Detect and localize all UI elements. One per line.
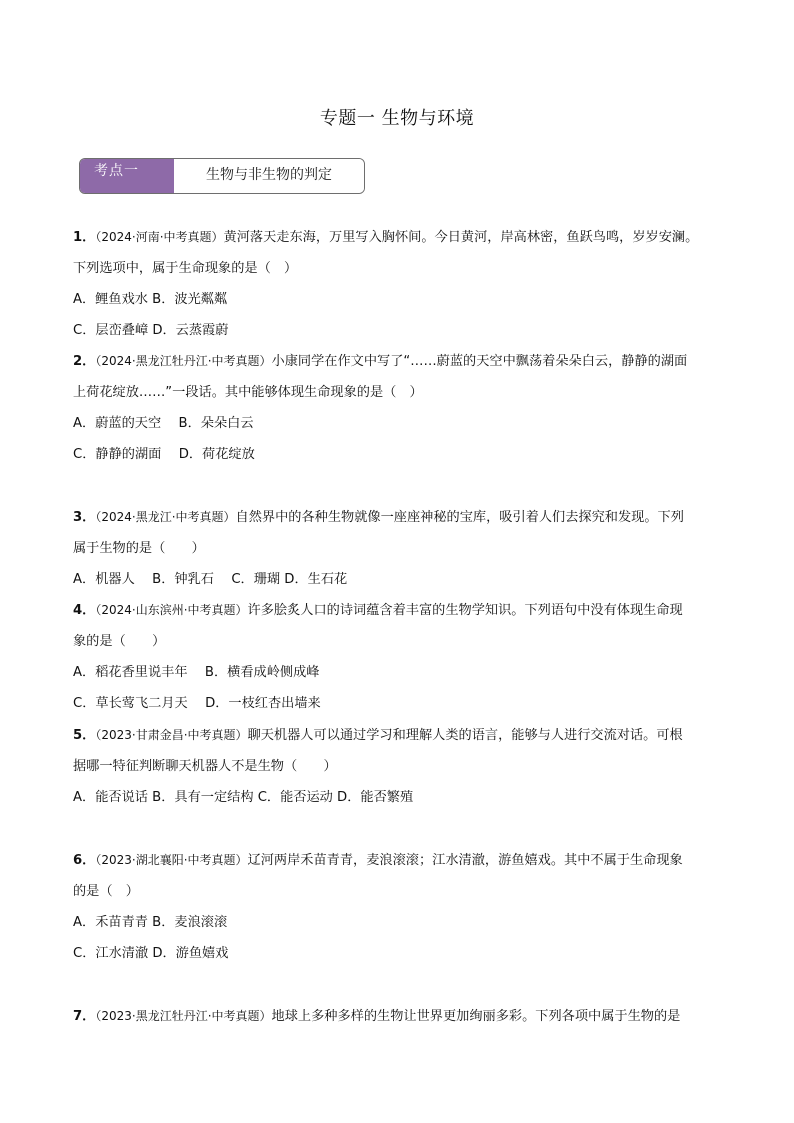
question-1 [73,222,725,346]
question-text: 属于生物的是（ ） [73,541,205,556]
question-options: C．江水清澈 D．游鱼嬉戏 [73,946,229,961]
section-header [79,158,365,194]
question-7 [73,1001,725,1032]
question-number: 4． [73,603,96,618]
question-options: A．鲤鱼戏水 B．波光粼粼 [73,292,228,307]
question-options: A．稻花香里说丰年 B．横看成岭侧成峰 [73,665,320,680]
question-source: （2023·黑龙江牡丹江·中考真题） [95,1009,272,1023]
question-source: （2024·山东滨州·中考真题） [95,603,248,617]
question-number: 3． [73,510,96,525]
question-source: （2023·湖北襄阳·中考真题） [95,853,248,867]
question-number: 7． [73,1009,96,1024]
question-text: 的是（ ） [73,884,139,899]
question-source: （2024·河南·中考真题） [95,230,224,244]
question-text: 下列选项中，属于生命现象的是（ ） [73,261,298,276]
question-3 [73,502,725,595]
question-options: C．静静的湖面 D．荷花绽放 [73,447,255,462]
question-5 [73,720,725,813]
question-number: 1． [73,230,96,245]
question-text: 小康同学在作文中写了“……蔚蓝的天空中飘荡着朵朵白云，静静的湖面 [271,354,688,369]
section-name: 生物与非生物的判定 [174,159,364,193]
question-text: 地球上多种多样的生物让世界更加绚丽多彩。下列各项中属于生物的是 [271,1009,681,1024]
question-text: 据哪一特征判断聊天机器人不是生物（ ） [73,759,337,774]
question-options: A．能否说话 B．具有一定结构 C．能否运动 D．能否繁殖 [73,790,414,805]
question-source: （2024·黑龙江·中考真题） [95,510,236,524]
question-options: A．蔚蓝的天空 B．朵朵白云 [73,416,254,431]
question-text: 上荷花绽放……”一段话。其中能够体现生命现象的是（ ） [73,385,423,400]
question-text: 黄河落天走东海，万里写入胸怀间。今日黄河，岸高林密，鱼跃鸟鸣，岁岁安澜。 [223,230,699,245]
question-source: （2023·甘肃金昌·中考真题） [95,728,248,742]
question-text: 辽河两岸禾苗青青，麦浪滚滚；江水清澈，游鱼嬉戏。其中不属于生命现象 [247,853,683,868]
question-options: C．草长莺飞二月天 D．一枝红杏出墙来 [73,696,321,711]
question-text: 自然界中的各种生物就像一座座神秘的宝库，吸引着人们去探究和发现。下列 [235,510,684,525]
question-text: 聊天机器人可以通过学习和理解人类的语言，能够与人进行交流对话。可根 [247,728,683,743]
question-options: A．机器人 B．钟乳石 C．珊瑚 D．生石花 [73,572,348,587]
question-text: 象的是（ ） [73,634,166,649]
page-title: 专题一 生物与环境 [319,108,475,129]
question-source: （2024·黑龙江牡丹江·中考真题） [95,354,272,368]
question-number: 6． [73,853,96,868]
question-text: 许多脍炙人口的诗词蕴含着丰富的生物学知识。下列语句中没有体现生命现 [247,603,683,618]
question-number: 2． [73,354,96,369]
section-label: 考点一 [80,159,174,193]
question-2 [73,346,725,470]
question-options: C．层峦叠嶂 D．云蒸霞蔚 [73,323,229,338]
question-6 [73,845,725,969]
question-4 [73,595,725,719]
question-number: 5． [73,728,96,743]
question-options: A．禾苗青青 B．麦浪滚滚 [73,915,228,930]
